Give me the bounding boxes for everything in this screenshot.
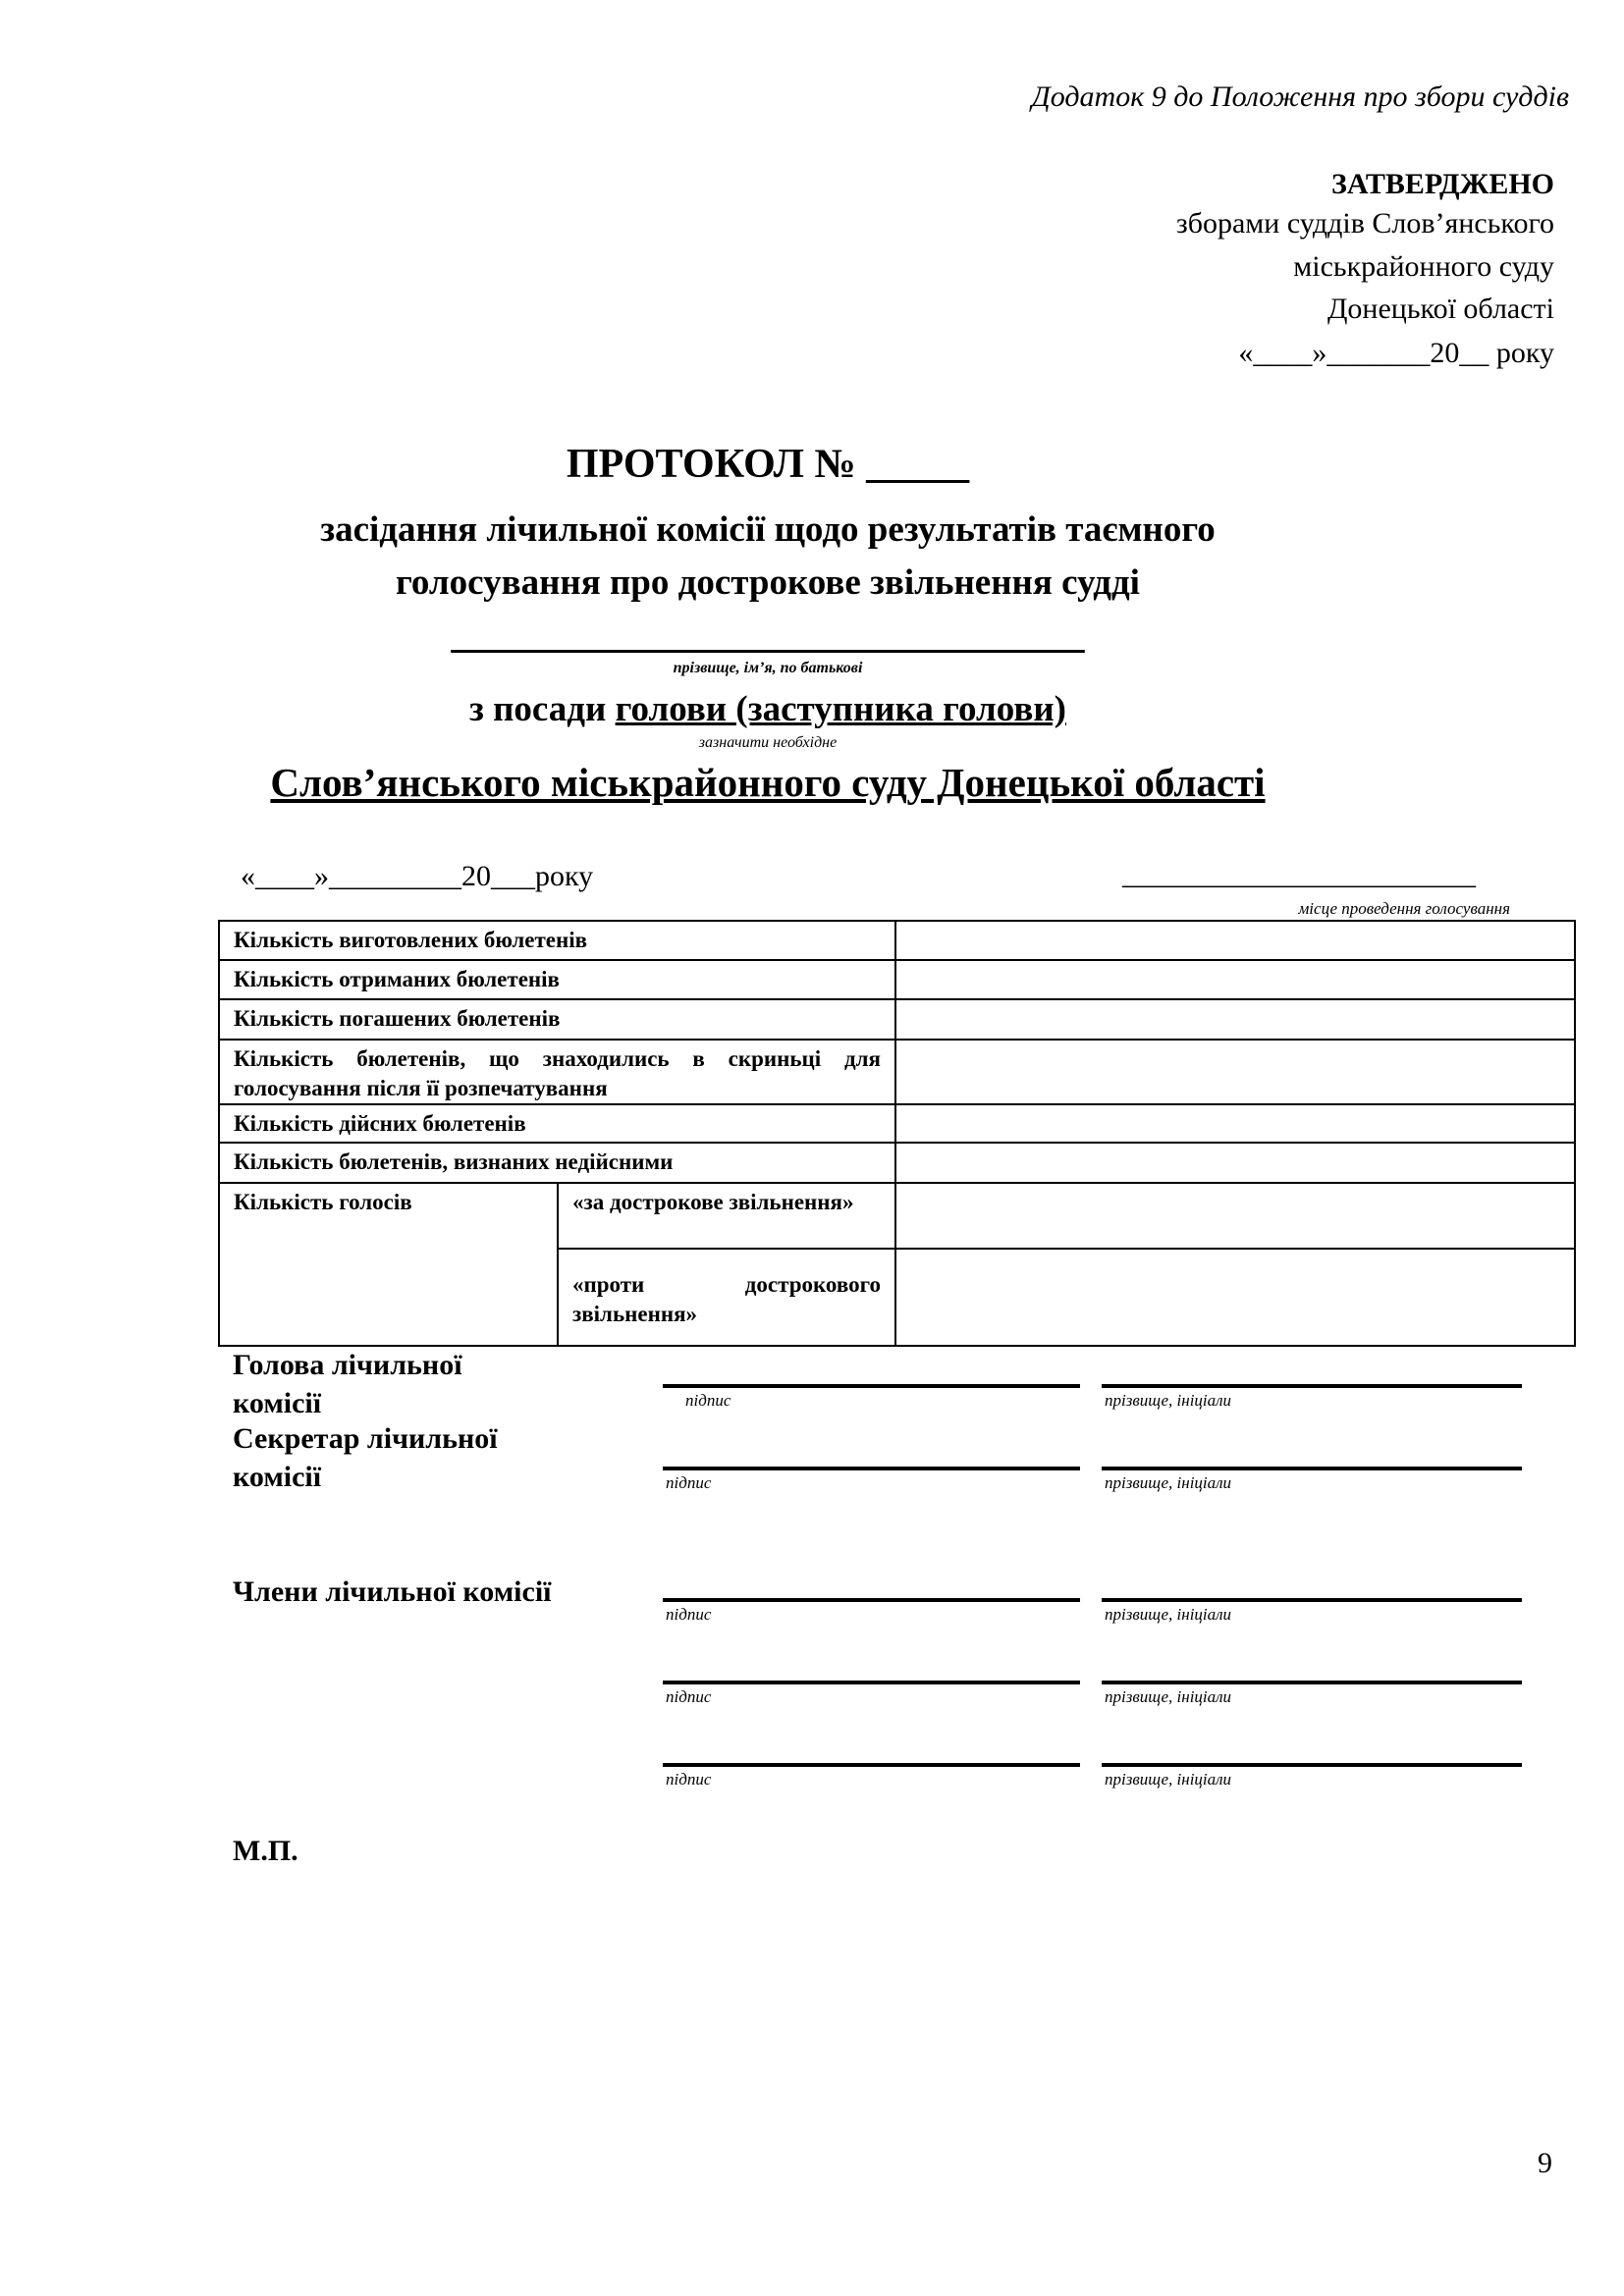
name-line[interactable]: [1102, 1598, 1522, 1602]
protocol-title: ПРОТОКОЛ № _____: [566, 442, 970, 487]
row-label: Кількість погашених бюлетенів: [219, 999, 895, 1040]
name-line[interactable]: [1102, 1467, 1522, 1470]
name-hint: прізвище, ініціали: [1105, 1687, 1232, 1706]
name-hint: прізвище, ініціали: [1105, 1605, 1232, 1624]
results-table: [218, 920, 1576, 1347]
court-name: Слов’янського міськрайонного суду Донецької області: [270, 760, 1266, 805]
position-line: [0, 691, 1624, 727]
table-row: [219, 1143, 1575, 1183]
value-cell[interactable]: [895, 1183, 1575, 1249]
votes-label: Кількість голосів: [219, 1183, 558, 1346]
row-label: Кількість дійсних бюлетенів: [219, 1104, 895, 1143]
approved-title: ЗАТВЕРДЖЕНО: [1331, 168, 1554, 200]
name-blank-line: ______________________________: [451, 611, 1085, 657]
members-label: Члени лічильної комісії: [233, 1575, 552, 1608]
position-hint: зазначити необхідне: [698, 734, 838, 751]
place-blank: ________________________: [1122, 858, 1476, 890]
row-label: Кількість бюлетенів, визнаних недійсними: [219, 1143, 895, 1183]
sign-hint: підпис: [666, 1605, 712, 1624]
position-value: голови (заступника голови): [615, 689, 1066, 729]
name-hint: прізвище, ініціали: [1105, 1770, 1232, 1789]
approved-line: Донецької області: [1326, 293, 1554, 325]
secretary-label: комісії: [233, 1461, 322, 1493]
page-number: 9: [1538, 2147, 1552, 2179]
signature-line[interactable]: [663, 1467, 1080, 1470]
chair-label: комісії: [233, 1387, 322, 1419]
subtitle-line1: засідання лічильної комісії щодо результатів таємного: [320, 509, 1216, 550]
name-line[interactable]: [1102, 1681, 1522, 1684]
table-row: [219, 960, 1575, 999]
value-cell[interactable]: [895, 960, 1575, 999]
name-hint: прізвище, ініціали: [1105, 1473, 1232, 1492]
approved-date: «____»_______20__ року: [1238, 337, 1554, 369]
approved-line: міськрайонного суду: [1293, 250, 1554, 283]
appendix-note: Додаток 9 до Положення про збори суддів: [1031, 80, 1569, 113]
signature-line[interactable]: [663, 1681, 1080, 1684]
approved-line: зборами суддів Слов’янського: [1175, 207, 1554, 240]
stamp-label: М.П.: [233, 1835, 298, 1867]
row-label: Кількість бюлетенів, що знаходились в скриньці для голосування після її розпечатування: [219, 1040, 895, 1104]
signature-line[interactable]: [663, 1384, 1080, 1388]
signature-line[interactable]: [663, 1598, 1080, 1602]
position-prefix: з посади: [468, 689, 616, 729]
value-cell[interactable]: [895, 1249, 1575, 1346]
table-row: [219, 1183, 1575, 1249]
sign-hint: підпис: [685, 1391, 731, 1410]
sign-hint: підпис: [666, 1687, 712, 1706]
signature-line[interactable]: [663, 1763, 1080, 1767]
votes-against-label: «проти дострокового звільнення»: [558, 1249, 895, 1346]
value-cell[interactable]: [895, 1040, 1575, 1104]
row-label: Кількість отриманих бюлетенів: [219, 960, 895, 999]
sign-hint: підпис: [666, 1770, 712, 1789]
sign-hint: підпис: [666, 1473, 712, 1492]
name-line[interactable]: [1102, 1763, 1522, 1767]
place-hint: місце проведення голосування: [1298, 899, 1510, 918]
name-hint: прізвище, ім’я, по батькові: [673, 660, 863, 676]
table-row: [219, 921, 1575, 960]
row-label: Кількість виготовлених бюлетенів: [219, 921, 895, 960]
table-row: [219, 1040, 1575, 1104]
value-cell[interactable]: [895, 999, 1575, 1040]
votes-for-label: «за дострокове звільнення»: [558, 1183, 895, 1249]
name-line[interactable]: [1102, 1384, 1522, 1388]
secretary-label: Секретар лічильної: [233, 1422, 498, 1455]
subtitle-line2: голосування про дострокове звільнення судді: [396, 562, 1140, 603]
meeting-date: «____»_________20___року: [241, 860, 594, 892]
name-hint: прізвище, ініціали: [1105, 1391, 1232, 1410]
chair-label: Голова лічильної: [233, 1349, 462, 1381]
table-row: [219, 999, 1575, 1040]
table-row: [219, 1104, 1575, 1143]
value-cell[interactable]: [895, 921, 1575, 960]
value-cell[interactable]: [895, 1143, 1575, 1183]
value-cell[interactable]: [895, 1104, 1575, 1143]
